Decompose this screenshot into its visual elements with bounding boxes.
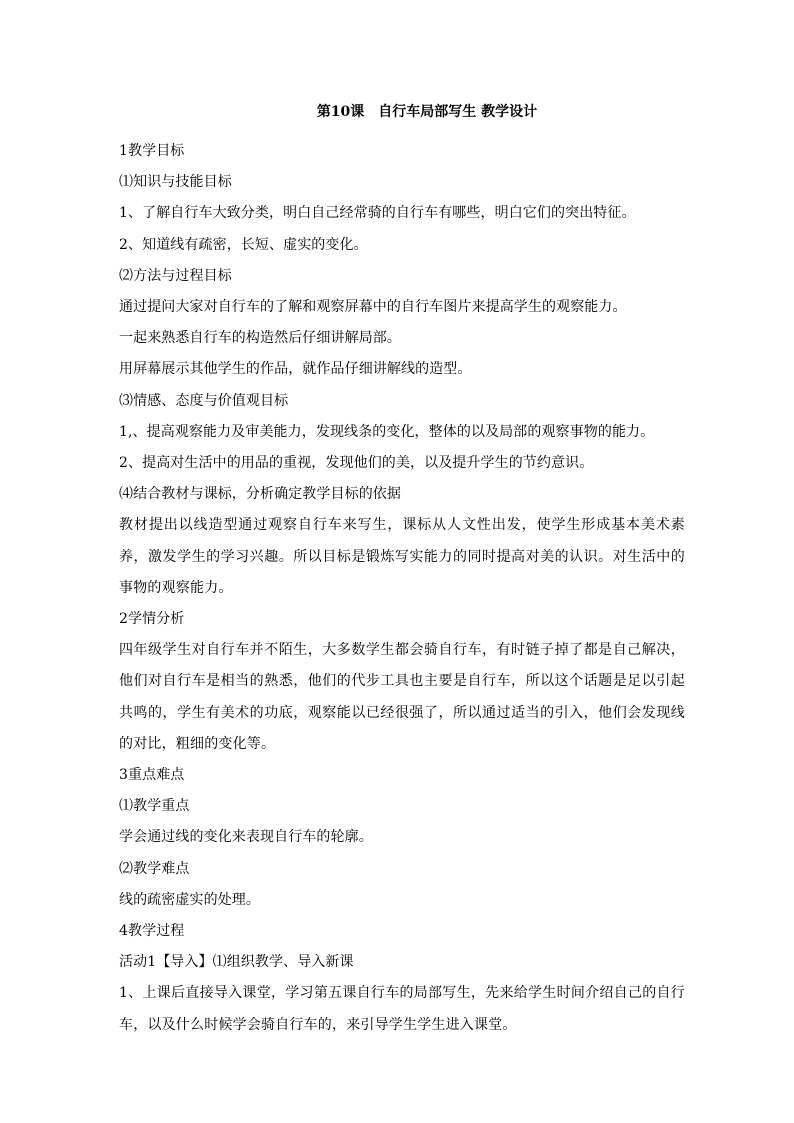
text-line: 一起来熟悉自行车的构造然后仔细讲解局部。 — [119, 330, 401, 347]
text-line: 2学情分析 — [119, 611, 185, 628]
text-line: ⑷结合教材与课标，分析确定教学目标的依据 — [119, 486, 401, 503]
text-line: ⑶情感、态度与价值观目标 — [119, 392, 289, 409]
text-line: 2、提高对生活中的用品的重视，发现他们的美，以及提升学生的节约意识。 — [119, 455, 594, 472]
document-title: 第10课 自行车局部写生 教学设计 — [316, 104, 538, 120]
document-body — [119, 136, 685, 1041]
text-line: ⑵方法与过程目标 — [119, 267, 232, 284]
text-line: 1教学目标 — [119, 143, 185, 159]
paragraph: 四年级学生对自行车并不陌生，大多数学生都会骑自行车，有时链子掉了都是自己解决，他们对自行车是相当的熟悉，他们的代步工具也主要是自行车，所以这个话题是足以引起共鸣的，学生有美术的功底，观察能以已经很强了，所以通过适当的引入，他们会发现线的对比，粗细的变化等。 — [119, 642, 685, 752]
paragraph: 1、上课后直接导入课堂，学习第五课自行车的局部写生，先来给学生时间介绍自己的自行车，以及什么时候学会骑自行车的，来引导学生学生进入课堂。 — [119, 985, 685, 1033]
paragraph: 教材提出以线造型通过观察自行车来写生，课标从人文性出发，使学生形成基本美术素养，激发学生的学习兴趣。所以目标是锻炼写实能力的同时提高对美的认识。对生活中的事物的观察能力。 — [119, 517, 685, 596]
text-line: ⑵教学难点 — [119, 860, 190, 877]
text-line: 3重点难点 — [119, 767, 185, 784]
text-line: ⑴教学重点 — [119, 798, 190, 815]
text-line: ⑴知识与技能目标 — [119, 174, 232, 191]
text-line: 4教学过程 — [119, 923, 185, 940]
text-line: 线的疏密虚实的处理。 — [119, 891, 260, 908]
text-line: 2、知道线有疏密，长短、虚实的变化。 — [119, 236, 368, 253]
text-line: 1,、提高观察能力及审美能力，发现线条的变化，整体的以及局部的观察事物的能力。 — [119, 423, 655, 440]
text-line: 通过提问大家对自行车的了解和观察屏幕中的自行车图片来提高学生的观察能力。 — [119, 299, 627, 316]
text-line: 用屏幕展示其他学生的作品，就作品仔细讲解线的造型。 — [119, 361, 472, 378]
text-line: 学会通过线的变化来表现自行车的轮廓。 — [119, 829, 373, 846]
text-line: 1、了解自行车大致分类，明白自己经常骑的自行车有哪些，明白它们的突出特征。 — [119, 205, 636, 222]
document-page — [119, 102, 685, 1041]
text-line: 活动1【导入】⑴组织教学、导入新课 — [119, 954, 354, 971]
